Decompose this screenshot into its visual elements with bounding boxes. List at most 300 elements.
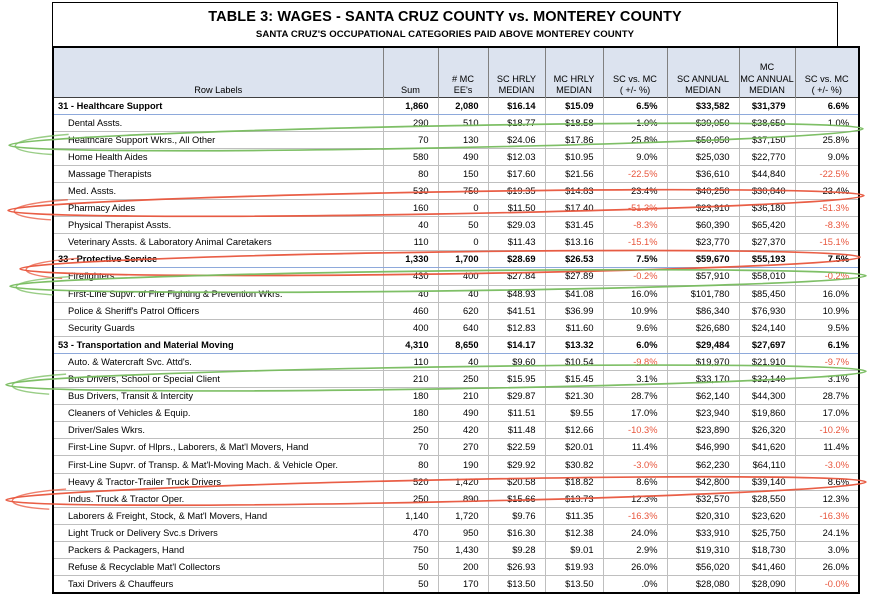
cell-mc-ees: 0 — [438, 234, 488, 251]
cell-sc-ann: $46,990 — [667, 439, 739, 456]
row-label: Home Health Aides — [53, 148, 383, 165]
cell-mc-ees: 620 — [438, 302, 488, 319]
cell-sc-ann: $50,050 — [667, 131, 739, 148]
cell-mc-ees: 510 — [438, 114, 488, 131]
header-row — [53, 47, 859, 97]
row-label: Pharmacy Aides — [53, 200, 383, 217]
cell-mc-ees: 1,720 — [438, 507, 488, 524]
cell-sc-hrly: $9.76 — [488, 507, 545, 524]
cell-mc-ann: $85,450 — [739, 285, 795, 302]
cell-sc-hrly: $48.93 — [488, 285, 545, 302]
cell-pct-ann: -15.1% — [795, 234, 859, 251]
cell-mc-ann: $31,379 — [739, 97, 795, 114]
table-row[interactable] — [53, 217, 859, 234]
col-header-line2: ( +/- %) — [619, 85, 651, 95]
col-header-line1: SC vs. MC — [613, 73, 657, 84]
table-row[interactable] — [53, 473, 859, 490]
table-title-block — [52, 2, 838, 46]
cell-pct-hrly: -16.3% — [603, 507, 667, 524]
cell-mc-hrly: $13.73 — [545, 490, 603, 507]
cell-mc-ann: $18,730 — [739, 541, 795, 558]
cell-sum: 40 — [383, 285, 438, 302]
col-header-sc-annual-median[interactable] — [667, 47, 739, 97]
cell-pct-ann: -8.3% — [795, 217, 859, 234]
table-group-row[interactable] — [53, 251, 859, 268]
table-row[interactable] — [53, 319, 859, 336]
row-label: Taxi Drivers & Chauffeurs — [53, 576, 383, 593]
table-row[interactable] — [53, 234, 859, 251]
cell-sc-hrly: $16.14 — [488, 97, 545, 114]
cell-mc-ann: $44,300 — [739, 388, 795, 405]
cell-mc-hrly: $18.82 — [545, 473, 603, 490]
cell-sc-hrly: $12.03 — [488, 148, 545, 165]
cell-mc-ees: 40 — [438, 353, 488, 370]
cell-mc-ees: 490 — [438, 405, 488, 422]
cell-sum: 1,860 — [383, 97, 438, 114]
col-header-mc-annual-median[interactable] — [739, 47, 795, 97]
cell-sum: 400 — [383, 319, 438, 336]
cell-pct-ann: 24.1% — [795, 524, 859, 541]
cell-sum: 750 — [383, 541, 438, 558]
cell-sc-hrly: $20.58 — [488, 473, 545, 490]
wages-table — [52, 46, 860, 594]
cell-sc-hrly: $27.84 — [488, 268, 545, 285]
col-header-line1: SC ANNUAL — [676, 73, 730, 84]
cell-mc-hrly: $11.35 — [545, 507, 603, 524]
cell-sum: 40 — [383, 217, 438, 234]
table-row[interactable] — [53, 456, 859, 473]
cell-mc-hrly: $9.01 — [545, 541, 603, 558]
cell-mc-ees: 750 — [438, 182, 488, 199]
row-label: First-Line Supvr. of Hlprs., Laborers, & Mat'l Movers, Hand — [53, 439, 383, 456]
table-row[interactable] — [53, 148, 859, 165]
cell-pct-ann: 3.0% — [795, 541, 859, 558]
cell-pct-ann: -51.3% — [795, 200, 859, 217]
table-header — [53, 47, 859, 97]
cell-sc-hrly: $11.48 — [488, 422, 545, 439]
col-header-sc-vs-mc-hourly-pct[interactable] — [603, 47, 667, 97]
cell-sc-hrly: $22.59 — [488, 439, 545, 456]
cell-sc-hrly: $15.66 — [488, 490, 545, 507]
cell-pct-hrly: 9.0% — [603, 148, 667, 165]
cell-sc-hrly: $9.28 — [488, 541, 545, 558]
row-label: Healthcare Support Wkrs., All Other — [53, 131, 383, 148]
cell-sc-hrly: $16.30 — [488, 524, 545, 541]
cell-mc-ees: 1,700 — [438, 251, 488, 268]
row-label: Bus Drivers, Transit & Intercity — [53, 388, 383, 405]
cell-sum: 180 — [383, 405, 438, 422]
row-label: Packers & Packagers, Hand — [53, 541, 383, 558]
cell-mc-hrly: $31.45 — [545, 217, 603, 234]
cell-sc-hrly: $11.50 — [488, 200, 545, 217]
cell-sc-hrly: $29.03 — [488, 217, 545, 234]
table-row[interactable] — [53, 371, 859, 388]
cell-sc-ann: $56,020 — [667, 559, 739, 576]
row-label: 33 - Protective Service — [53, 251, 383, 268]
row-label: First-Line Supvr. of Fire Fighting & Prevention Wkrs. — [53, 285, 383, 302]
cell-mc-ann: $76,930 — [739, 302, 795, 319]
row-label: Physical Therapist Assts. — [53, 217, 383, 234]
cell-mc-hrly: $21.56 — [545, 165, 603, 182]
row-label: Firefighters — [53, 268, 383, 285]
cell-pct-ann: 26.0% — [795, 559, 859, 576]
cell-pct-hrly: 17.0% — [603, 405, 667, 422]
cell-sc-hrly: $19.35 — [488, 182, 545, 199]
table-row[interactable] — [53, 131, 859, 148]
cell-sc-hrly: $13.50 — [488, 576, 545, 593]
cell-mc-ann: $21,910 — [739, 353, 795, 370]
cell-sum: 1,140 — [383, 507, 438, 524]
table-row[interactable] — [53, 182, 859, 199]
cell-mc-ann: $58,010 — [739, 268, 795, 285]
cell-pct-hrly: 23.4% — [603, 182, 667, 199]
cell-sum: 530 — [383, 182, 438, 199]
col-header-sc-vs-mc-annual-pct[interactable] — [795, 47, 859, 97]
cell-sum: 520 — [383, 473, 438, 490]
cell-pct-ann: 25.8% — [795, 131, 859, 148]
table-row[interactable] — [53, 285, 859, 302]
page-subtitle: SANTA CRUZ'S OCCUPATIONAL CATEGORIES PAID ABOVE MONTEREY COUNTY — [255, 29, 635, 40]
cell-sc-hrly: $26.93 — [488, 559, 545, 576]
cell-pct-ann: 8.6% — [795, 473, 859, 490]
cell-sc-hrly: $9.60 — [488, 353, 545, 370]
cell-pct-ann: 16.0% — [795, 285, 859, 302]
col-header-mc-hourly-median[interactable] — [545, 47, 603, 97]
row-label: First-Line Supvr. of Transp. & Mat'l-Moving Mach. & Vehicle Oper. — [53, 456, 383, 473]
cell-pct-ann: -3.0% — [795, 456, 859, 473]
cell-sum: 580 — [383, 148, 438, 165]
row-label: Veterinary Assts. & Laboratory Animal Caretakers — [53, 234, 383, 251]
table-row[interactable] — [53, 165, 859, 182]
cell-pct-ann: -22.5% — [795, 165, 859, 182]
cell-pct-hrly: 11.4% — [603, 439, 667, 456]
cell-mc-ees: 890 — [438, 490, 488, 507]
cell-mc-ees: 640 — [438, 319, 488, 336]
col-header-line1: SC HRLY — [496, 73, 537, 84]
cell-pct-hrly: -10.3% — [603, 422, 667, 439]
cell-sum: 110 — [383, 234, 438, 251]
cell-sc-ann: $23,910 — [667, 200, 739, 217]
cell-sc-ann: $23,940 — [667, 405, 739, 422]
cell-mc-hrly: $14.83 — [545, 182, 603, 199]
table-row[interactable] — [53, 405, 859, 422]
cell-mc-ann: $24,140 — [739, 319, 795, 336]
cell-mc-ees: 2,080 — [438, 97, 488, 114]
cell-mc-ann: $27,697 — [739, 336, 795, 353]
col-header-line2: MEDIAN — [685, 85, 721, 95]
table-row[interactable] — [53, 422, 859, 439]
cell-pct-ann: 12.3% — [795, 490, 859, 507]
cell-sum: 50 — [383, 559, 438, 576]
row-label: Light Truck or Delivery Svc.s Drivers — [53, 524, 383, 541]
cell-mc-ann: $41,620 — [739, 439, 795, 456]
cell-mc-ann: $44,840 — [739, 165, 795, 182]
cell-sc-ann: $19,310 — [667, 541, 739, 558]
wages-table-container — [52, 46, 849, 594]
cell-sc-ann: $62,230 — [667, 456, 739, 473]
cell-sc-ann: $40,250 — [667, 182, 739, 199]
cell-sum: 80 — [383, 456, 438, 473]
table-row[interactable] — [53, 490, 859, 507]
cell-mc-hrly: $30.82 — [545, 456, 603, 473]
col-header-sum[interactable] — [383, 47, 438, 97]
cell-mc-ann: $28,090 — [739, 576, 795, 593]
row-label: Heavy & Tractor-Trailer Truck Drivers — [53, 473, 383, 490]
table-row[interactable] — [53, 200, 859, 217]
table-row[interactable] — [53, 524, 859, 541]
cell-mc-hrly: $10.54 — [545, 353, 603, 370]
col-header-line2: MEDIAN — [498, 85, 535, 95]
cell-mc-ann: $32,140 — [739, 371, 795, 388]
col-header-line2: MEDIAN — [749, 85, 785, 95]
table-row[interactable] — [53, 559, 859, 576]
cell-mc-hrly: $15.09 — [545, 97, 603, 114]
cell-mc-ann: $30,840 — [739, 182, 795, 199]
cell-sc-ann: $36,610 — [667, 165, 739, 182]
row-label: Massage Therapists — [53, 165, 383, 182]
cell-sc-ann: $29,484 — [667, 336, 739, 353]
cell-pct-ann: 9.0% — [795, 148, 859, 165]
cell-mc-ees: 200 — [438, 559, 488, 576]
table-row[interactable] — [53, 302, 859, 319]
cell-sc-ann: $28,080 — [667, 576, 739, 593]
cell-pct-hrly: 1.0% — [603, 114, 667, 131]
cell-mc-hrly: $36.99 — [545, 302, 603, 319]
table-group-row[interactable] — [53, 336, 859, 353]
cell-sc-ann: $33,170 — [667, 371, 739, 388]
row-label: Med. Assts. — [53, 182, 383, 199]
col-header-line2: ( +/- %) — [811, 85, 842, 95]
row-label: Dental Assts. — [53, 114, 383, 131]
cell-sum: 290 — [383, 114, 438, 131]
cell-mc-hrly: $18.58 — [545, 114, 603, 131]
cell-pct-ann: 9.5% — [795, 319, 859, 336]
cell-mc-ees: 50 — [438, 217, 488, 234]
table-row[interactable] — [53, 388, 859, 405]
col-header-line1: MC HRLY — [553, 73, 595, 84]
cell-mc-hrly: $19.93 — [545, 559, 603, 576]
cell-sc-ann: $19,970 — [667, 353, 739, 370]
cell-sc-hrly: $18.77 — [488, 114, 545, 131]
cell-sc-ann: $101,780 — [667, 285, 739, 302]
cell-pct-ann: 6.6% — [795, 97, 859, 114]
cell-pct-hrly: 8.6% — [603, 473, 667, 490]
cell-pct-hrly: 2.9% — [603, 541, 667, 558]
cell-mc-ann: $22,770 — [739, 148, 795, 165]
cell-mc-ann: $36,180 — [739, 200, 795, 217]
page-title: TABLE 3: WAGES - SANTA CRUZ COUNTY vs. MONTEREY COUNTY — [208, 9, 682, 25]
cell-mc-ees: 190 — [438, 456, 488, 473]
cell-sum: 70 — [383, 131, 438, 148]
cell-sc-ann: $60,390 — [667, 217, 739, 234]
cell-pct-ann: 10.9% — [795, 302, 859, 319]
cell-pct-hrly: -15.1% — [603, 234, 667, 251]
cell-mc-ann: $55,193 — [739, 251, 795, 268]
cell-mc-ann: $27,370 — [739, 234, 795, 251]
cell-mc-ann: $25,750 — [739, 524, 795, 541]
col-header-row-labels[interactable] — [53, 47, 383, 97]
cell-sc-hrly: $17.60 — [488, 165, 545, 182]
cell-mc-hrly: $15.45 — [545, 371, 603, 388]
cell-pct-ann: -10.2% — [795, 422, 859, 439]
row-label: Cleaners of Vehicles & Equip. — [53, 405, 383, 422]
cell-pct-ann: -0.0% — [795, 576, 859, 593]
cell-mc-ees: 8,650 — [438, 336, 488, 353]
cell-mc-hrly: $9.55 — [545, 405, 603, 422]
cell-pct-hrly: 6.0% — [603, 336, 667, 353]
cell-mc-ees: 130 — [438, 131, 488, 148]
col-header-line2: EE's — [453, 85, 473, 95]
cell-mc-ann: $39,140 — [739, 473, 795, 490]
cell-mc-ees: 1,420 — [438, 473, 488, 490]
table-row[interactable] — [53, 439, 859, 456]
cell-mc-ees: 170 — [438, 576, 488, 593]
cell-sc-hrly: $14.17 — [488, 336, 545, 353]
row-label: Refuse & Recyclable Mat'l Collectors — [53, 559, 383, 576]
cell-sc-ann: $59,670 — [667, 251, 739, 268]
cell-sc-ann: $42,800 — [667, 473, 739, 490]
cell-pct-ann: -0.2% — [795, 268, 859, 285]
cell-sum: 70 — [383, 439, 438, 456]
cell-pct-hrly: 3.1% — [603, 371, 667, 388]
cell-sc-hrly: $29.87 — [488, 388, 545, 405]
cell-mc-hrly: $17.86 — [545, 131, 603, 148]
row-label: Police & Sheriff's Patrol Officers — [53, 302, 383, 319]
cell-mc-ees: 150 — [438, 165, 488, 182]
cell-sc-ann: $57,910 — [667, 268, 739, 285]
row-label: Indus. Truck & Tractor Oper. — [53, 490, 383, 507]
cell-sum: 50 — [383, 576, 438, 593]
col-header-line1: MC ANNUAL — [740, 73, 794, 84]
cell-sc-hrly: $41.51 — [488, 302, 545, 319]
cell-sc-ann: $86,340 — [667, 302, 739, 319]
cell-mc-hrly: $21.30 — [545, 388, 603, 405]
col-header-line2: Sum — [401, 85, 420, 95]
cell-mc-hrly: $13.16 — [545, 234, 603, 251]
cell-sc-hrly: $24.06 — [488, 131, 545, 148]
col-header-line0: MC — [759, 62, 775, 72]
cell-pct-hrly: -0.2% — [603, 268, 667, 285]
cell-sc-hrly: $15.95 — [488, 371, 545, 388]
cell-pct-ann: 7.5% — [795, 251, 859, 268]
cell-mc-ees: 0 — [438, 200, 488, 217]
table-row[interactable] — [53, 541, 859, 558]
cell-pct-ann: 17.0% — [795, 405, 859, 422]
row-label: 31 - Healthcare Support — [53, 97, 383, 114]
cell-sum: 250 — [383, 422, 438, 439]
cell-pct-hrly: -22.5% — [603, 165, 667, 182]
cell-pct-ann: 3.1% — [795, 371, 859, 388]
cell-sc-ann: $23,890 — [667, 422, 739, 439]
cell-sum: 80 — [383, 165, 438, 182]
row-label: 53 - Transportation and Material Moving — [53, 336, 383, 353]
row-label: Driver/Sales Wkrs. — [53, 422, 383, 439]
cell-pct-hrly: 10.9% — [603, 302, 667, 319]
cell-sc-ann: $26,680 — [667, 319, 739, 336]
cell-sum: 180 — [383, 388, 438, 405]
cell-pct-hrly: 26.0% — [603, 559, 667, 576]
cell-sc-hrly: $29.92 — [488, 456, 545, 473]
cell-mc-hrly: $13.50 — [545, 576, 603, 593]
cell-mc-ann: $26,320 — [739, 422, 795, 439]
cell-mc-ann: $41,460 — [739, 559, 795, 576]
cell-mc-hrly: $12.66 — [545, 422, 603, 439]
cell-pct-ann: 11.4% — [795, 439, 859, 456]
table-group-row[interactable] — [53, 97, 859, 114]
cell-mc-hrly: $20.01 — [545, 439, 603, 456]
cell-sc-hrly: $12.83 — [488, 319, 545, 336]
cell-sc-hrly: $11.51 — [488, 405, 545, 422]
cell-mc-hrly: $17.40 — [545, 200, 603, 217]
cell-mc-hrly: $10.95 — [545, 148, 603, 165]
cell-sc-ann: $39,050 — [667, 114, 739, 131]
table-row[interactable] — [53, 576, 859, 593]
cell-mc-ees: 210 — [438, 388, 488, 405]
col-header-mc-ees[interactable] — [438, 47, 488, 97]
cell-mc-ann: $23,620 — [739, 507, 795, 524]
cell-sum: 160 — [383, 200, 438, 217]
cell-pct-hrly: .0% — [603, 576, 667, 593]
cell-mc-ees: 270 — [438, 439, 488, 456]
cell-pct-hrly: 25.8% — [603, 131, 667, 148]
table-row[interactable] — [53, 353, 859, 370]
cell-pct-hrly: 28.7% — [603, 388, 667, 405]
cell-sc-ann: $62,140 — [667, 388, 739, 405]
cell-mc-hrly: $11.60 — [545, 319, 603, 336]
cell-sum: 470 — [383, 524, 438, 541]
cell-pct-hrly: 24.0% — [603, 524, 667, 541]
cell-sum: 4,310 — [383, 336, 438, 353]
cell-pct-hrly: -51.3% — [603, 200, 667, 217]
cell-sc-hrly: $11.43 — [488, 234, 545, 251]
table-row[interactable] — [53, 268, 859, 285]
col-header-line1: SC vs. MC — [804, 73, 849, 84]
cell-pct-ann: 28.7% — [795, 388, 859, 405]
cell-sc-ann: $25,030 — [667, 148, 739, 165]
cell-mc-ees: 400 — [438, 268, 488, 285]
cell-mc-ees: 420 — [438, 422, 488, 439]
cell-sum: 430 — [383, 268, 438, 285]
cell-mc-ees: 950 — [438, 524, 488, 541]
table-body — [53, 97, 859, 593]
row-label: Security Guards — [53, 319, 383, 336]
cell-sum: 460 — [383, 302, 438, 319]
cell-mc-hrly: $41.08 — [545, 285, 603, 302]
col-header-line2: Row Labels — [194, 85, 243, 95]
cell-pct-hrly: 16.0% — [603, 285, 667, 302]
cell-mc-ees: 40 — [438, 285, 488, 302]
cell-mc-ees: 490 — [438, 148, 488, 165]
table-row[interactable] — [53, 507, 859, 524]
cell-pct-hrly: -9.8% — [603, 353, 667, 370]
cell-sum: 250 — [383, 490, 438, 507]
cell-mc-ees: 1,430 — [438, 541, 488, 558]
cell-pct-hrly: 6.5% — [603, 97, 667, 114]
col-header-sc-hourly-median[interactable] — [488, 47, 545, 97]
row-label: Auto. & Watercraft Svc. Attd's. — [53, 353, 383, 370]
cell-pct-hrly: 9.6% — [603, 319, 667, 336]
cell-pct-hrly: 12.3% — [603, 490, 667, 507]
cell-mc-hrly: $13.32 — [545, 336, 603, 353]
cell-sum: 110 — [383, 353, 438, 370]
col-header-line2: MEDIAN — [556, 85, 592, 95]
cell-mc-ann: $28,550 — [739, 490, 795, 507]
table-row[interactable] — [53, 114, 859, 131]
cell-sum: 210 — [383, 371, 438, 388]
cell-mc-ann: $38,650 — [739, 114, 795, 131]
cell-mc-hrly: $26.53 — [545, 251, 603, 268]
row-label: Bus Drivers, School or Special Client — [53, 371, 383, 388]
